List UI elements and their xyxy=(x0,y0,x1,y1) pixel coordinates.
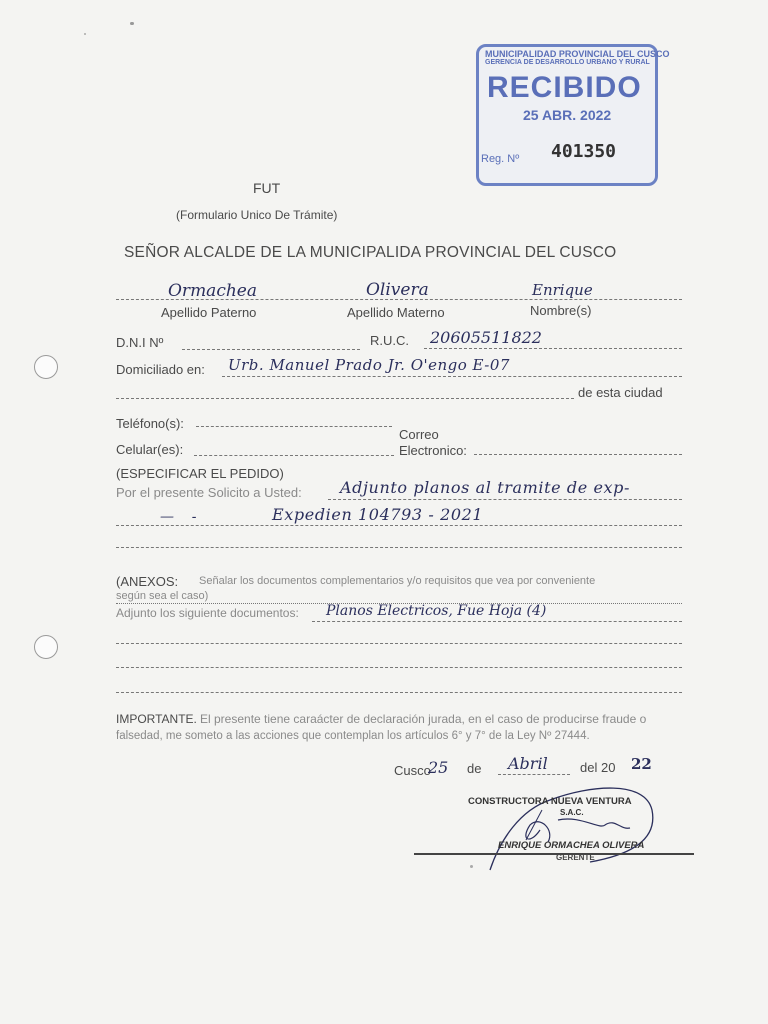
pedido-intro: Por el presente Solicito a Usted: xyxy=(116,485,302,500)
signature-company: CONSTRUCTORA NUEVA VENTURA xyxy=(468,796,632,807)
stamp-line1: MUNICIPALIDAD PROVINCIAL DEL CUSCO xyxy=(485,49,670,59)
label-apellido-paterno: Apellido Paterno xyxy=(161,305,257,320)
pedido-rule-1 xyxy=(328,499,682,500)
signature-line xyxy=(414,853,694,855)
pedido-line1: Adjunto planos al tramite de exp- xyxy=(340,478,631,497)
anexos-rule-5 xyxy=(116,692,682,693)
anexos-rule-2 xyxy=(312,621,682,622)
date-day: 25 xyxy=(428,758,449,777)
anexos-instruction-2: según sea el caso) xyxy=(116,590,209,602)
correo-line xyxy=(474,454,682,455)
pedido-rule-3 xyxy=(116,547,682,548)
domicilio-value: Urb. Manuel Prado Jr. O'engo E-07 xyxy=(228,356,510,374)
nombres-value: Enrique xyxy=(532,281,593,299)
punch-hole-top xyxy=(34,355,58,379)
apellido-materno-value: Olivera xyxy=(366,280,429,300)
ciudad-suffix: de esta ciudad xyxy=(578,385,663,400)
domicilio-line-2 xyxy=(116,398,574,399)
stamp-status: RECIBIDO xyxy=(487,71,642,104)
date-de: de xyxy=(467,761,482,776)
important-text-1: El presente tiene caraácter de declaración jurada, en el caso de producirse fraude o xyxy=(200,712,647,726)
anexos-heading: (ANEXOS: xyxy=(116,574,179,589)
form-addressee: SEÑOR ALCALDE DE LA MUNICIPALIDA PROVINCIAL DEL CUSCO xyxy=(124,244,617,261)
anexos-rule-4 xyxy=(116,667,682,668)
telefono-line xyxy=(196,426,392,427)
punch-hole-bottom xyxy=(34,635,58,659)
stamp-reg-label: Reg. Nº xyxy=(481,153,520,165)
ruc-line xyxy=(424,348,682,349)
label-apellido-materno: Apellido Materno xyxy=(347,305,445,320)
stamp-reg-number: 401350 xyxy=(551,141,617,162)
stamp-line2: GERENCIA DE DESARROLLO URBANO Y RURAL xyxy=(485,59,650,66)
anexos-documents: Planos Electricos, Fue Hoja (4) xyxy=(326,603,547,619)
pedido-dash-marks: — - xyxy=(160,509,197,525)
pedido-rule-2 xyxy=(116,525,682,526)
stamp-date: 25 ABR. 2022 xyxy=(523,107,612,123)
label-dni: D.N.I Nº xyxy=(116,335,164,350)
important-text-2: falsedad, me someto a las acciones que contemplan los artículos 6° y 7° de la Ley Nº 27444. xyxy=(116,730,590,742)
anexos-instruction: Señalar los documentos complementarios y/o requisitos que vea por conveniente xyxy=(199,575,596,587)
anexos-intro: Adjunto los siguiente documentos: xyxy=(116,606,299,620)
paper-speck xyxy=(84,33,86,35)
signature-role: GERENTE xyxy=(556,853,595,862)
apellido-paterno-value: Ormachea xyxy=(168,281,257,301)
date-del: del 20 xyxy=(580,760,616,775)
signature-scribble xyxy=(430,770,690,880)
form-title: FUT xyxy=(253,180,281,196)
anexos-rule-3 xyxy=(116,643,682,644)
label-electronico: Electronico: xyxy=(399,443,467,458)
pedido-heading: (ESPECIFICAR EL PEDIDO) xyxy=(116,466,284,481)
domicilio-line xyxy=(222,376,682,377)
label-correo: Correo xyxy=(399,427,439,442)
label-domicilio: Domiciliado en: xyxy=(116,362,205,377)
date-year-suffix: 22 xyxy=(631,755,652,773)
ruc-value: 20605511822 xyxy=(430,328,542,347)
received-stamp xyxy=(476,44,670,186)
date-month: Abril xyxy=(508,754,548,773)
signature-name: ENRIQUE ORMACHEA OLIVERA xyxy=(498,840,645,851)
paper-speck xyxy=(130,22,134,25)
label-ruc: R.U.C. xyxy=(370,333,409,348)
celular-line xyxy=(194,455,394,456)
signature-company-suffix: S.A.C. xyxy=(560,808,584,817)
label-nombres: Nombre(s) xyxy=(530,303,592,318)
dni-line xyxy=(182,349,360,350)
paper-speck xyxy=(470,865,473,868)
date-city: Cusco xyxy=(394,763,431,778)
pedido-line2: Expedien 104793 - 2021 xyxy=(272,505,484,524)
form-subtitle: (Formulario Unico De Trámite) xyxy=(176,208,338,222)
label-telefono: Teléfono(s): xyxy=(116,416,184,431)
label-celular: Celular(es): xyxy=(116,442,184,457)
important-label: IMPORTANTE. xyxy=(116,712,197,726)
